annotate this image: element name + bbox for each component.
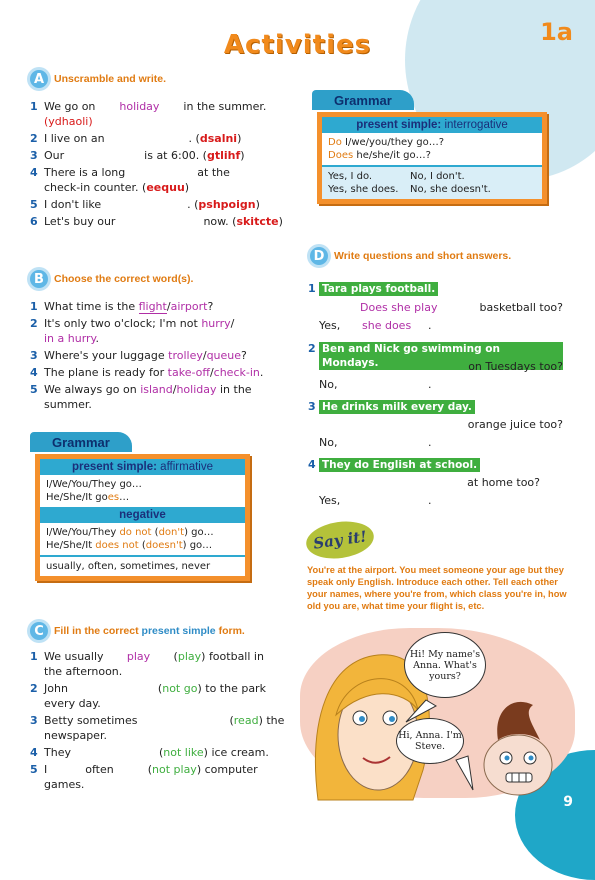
grammar-subheading: present simple: affirmative (40, 459, 245, 475)
unit-label: 1a (540, 18, 573, 46)
list-item: 1 We go on holiday in the summer. (ydhaoli) (30, 100, 267, 128)
section-b-header (30, 270, 193, 288)
grammar-box-affirmative-negative (30, 432, 252, 602)
list-item: 6 Let's buy our now. (skitcte) (30, 215, 283, 228)
section-c-header: C Fill in the correct present simple form. (30, 622, 245, 640)
list-item: 2 John (not go) to the park every day. (30, 682, 266, 710)
list-item: 1 We usually play (play) football in the afternoon. (30, 650, 264, 678)
section-a-badge: A (30, 70, 48, 88)
list-item: 1 What time is the flight/airport? (30, 300, 214, 313)
list-item: 5 I don't like . (pshpoign) (30, 198, 260, 211)
section-d-list (308, 282, 563, 516)
list-item: 2 It's only two o'clock; I'm not hurry/ in a hurry. (30, 317, 235, 345)
section-b-instruction: Choose the correct word(s). (54, 273, 194, 285)
section-d-header (310, 247, 511, 265)
page-title: Activities (223, 30, 372, 60)
say-it-badge: Say it! (304, 517, 376, 562)
grammar-row: Yes, I do. No, I don't. Yes, she does. No, she doesn't. (322, 165, 542, 199)
option-choice[interactable]: island (140, 383, 173, 396)
grammar-row: I/We/You/They go… He/She/It goes… (46, 479, 142, 503)
option-choice[interactable]: queue (206, 349, 242, 362)
grammar-table (317, 112, 547, 204)
option-choice[interactable]: trolley (168, 349, 203, 362)
option-choice[interactable]: holiday (176, 383, 217, 396)
option-choice[interactable]: take-off (167, 366, 210, 379)
list-item: 3 Where's your luggage trolley/queue? (30, 349, 247, 362)
grammar-row: Do I/we/you/they go…? Does he/she/it go…? (328, 137, 445, 161)
section-b-list (30, 299, 285, 414)
option-choice[interactable]: hurry (201, 317, 231, 330)
section-c-list (30, 649, 288, 794)
section-a-instruction: Unscramble and write. (54, 73, 167, 85)
boy-face (484, 735, 552, 795)
speech-bubble-anna: Hi! My name's Anna. What's yours? (404, 632, 486, 698)
grammar-adverbs: usually, often, sometimes, never (40, 555, 245, 576)
speech-bubble-steve: Hi, Anna. I'm Steve. (396, 718, 464, 764)
option-choice[interactable]: flight (138, 300, 167, 313)
section-d-instruction: Write questions and short answers. (334, 250, 512, 262)
list-item: 3 Betty sometimes (read) the newspaper. (30, 714, 285, 742)
grammar-row: I/We/You/They do not (don't) go… He/She/It does not (doesn't) go… (46, 527, 214, 551)
boy-hair (497, 702, 540, 740)
grammar-tab: Grammar (312, 90, 414, 110)
grammar-subheading: present simple: interrogative (322, 117, 542, 133)
section-b-badge: B (30, 270, 48, 288)
list-item: 2 I live on an . (dsalni) (30, 132, 242, 145)
say-it-instruction: You're at the airport. You meet someone your age but they speak only English. Introduce each other. Tell each other your names, where you're from, which class you're in, how old you are, what time your flight is, etc. (307, 565, 567, 611)
option-choice[interactable]: airport (170, 300, 208, 313)
list-item: 3 He drinks milk every day. orange juice too? No, . (308, 400, 563, 449)
list-item: 3 Our is at 6:00. (gtlihf) (30, 149, 245, 162)
section-d-badge: D (310, 247, 328, 265)
list-item: 4 There is a long at the check-in counter. (eequu) (30, 166, 230, 194)
list-item: 4 They (not like) ice cream. (30, 746, 269, 759)
section-a-list (30, 99, 285, 231)
section-c-badge: C (30, 622, 48, 640)
option-choice[interactable]: in a hurry (44, 332, 96, 345)
list-item: 4 The plane is ready for take-off/check-in. (30, 366, 264, 379)
grammar-box-interrogative (312, 90, 552, 220)
section-a-header (30, 70, 166, 88)
grammar-tab: Grammar (30, 432, 132, 452)
list-item: 1 Tara plays football. Does she play basketball too? Yes, she does . (308, 282, 563, 332)
list-item: 5 I often (not play) computer games. (30, 763, 258, 791)
grammar-table (35, 454, 250, 581)
option-choice[interactable]: check-in (213, 366, 260, 379)
list-item: 2 Ben and Nick go swimming on Mondays. on Tuesdays too? No, . (308, 342, 563, 391)
list-item: 4 They do English at school. at home too? Yes, . (308, 458, 540, 507)
grammar-subheading: negative (40, 507, 245, 523)
page-number: 9 (563, 794, 573, 810)
list-item: 5 We always go on island/holiday in the summer. (30, 383, 252, 411)
